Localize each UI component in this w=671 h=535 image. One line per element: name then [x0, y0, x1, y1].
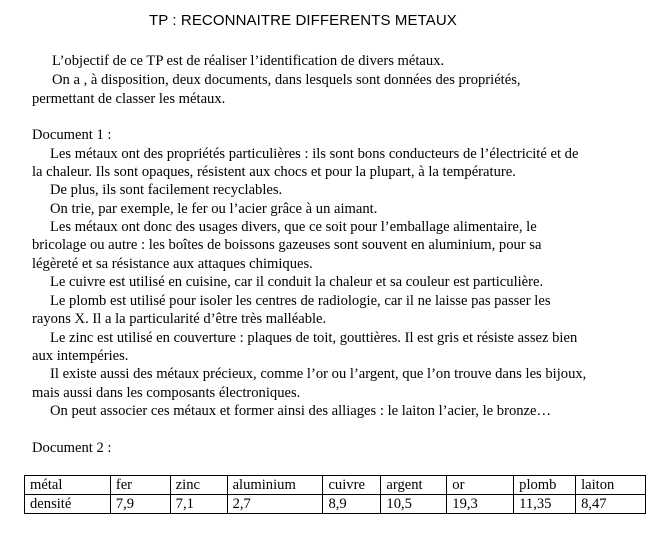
doc1-line: Les métaux ont donc des usages divers, que ce soit pour l’emballage alimentaire, le	[50, 219, 537, 235]
table-cell: zinc	[170, 476, 227, 495]
doc1-line: légèreté et sa résistance aux attaques chimiques.	[32, 256, 313, 272]
doc1-line: Le plomb est utilisé pour isoler les centres de radiologie, car il ne laisse pas passer les	[50, 293, 551, 309]
table-cell: plomb	[514, 476, 576, 495]
table-cell: 7,9	[110, 495, 170, 514]
table-cell: cuivre	[323, 476, 381, 495]
table-cell: fer	[110, 476, 170, 495]
doc1-line: la chaleur. Ils sont opaques, résistent aux chocs et pour la plupart, à la température.	[32, 164, 516, 180]
table-cell: 8,9	[323, 495, 381, 514]
doc1-line: mais aussi dans les composants électroniques.	[32, 385, 301, 401]
table-cell: 2,7	[227, 495, 323, 514]
table-cell: argent	[381, 476, 447, 495]
table-cell: 7,1	[170, 495, 227, 514]
document-2-heading: Document 2 :	[32, 440, 112, 456]
table-cell: laiton	[576, 476, 646, 495]
table-cell: 8,47	[576, 495, 646, 514]
doc1-line: De plus, ils sont facilement recyclables.	[50, 182, 283, 198]
doc1-line: Il existe aussi des métaux précieux, comme l’or ou l’argent, que l’on trouve dans les bijoux,	[50, 366, 587, 382]
table-cell: 11,35	[514, 495, 576, 514]
table-cell: aluminium	[227, 476, 323, 495]
doc1-line: Le cuivre est utilisé en cuisine, car il conduit la chaleur et sa couleur est particulière.	[50, 274, 544, 290]
intro-line: On a , à disposition, deux documents, dans lesquels sont données des propriétés,	[52, 72, 521, 88]
doc1-line: Les métaux ont des propriétés particulières : ils sont bons conducteurs de l’électricité et de	[50, 146, 579, 162]
table-cell: densité	[25, 495, 111, 514]
table-cell: 19,3	[447, 495, 514, 514]
page-title: TP : RECONNAITRE DIFFERENTS METAUX	[149, 12, 457, 29]
table-row	[25, 495, 646, 514]
doc1-line: Le zinc est utilisé en couverture : plaques de toit, gouttières. Il est gris et résiste assez bien	[50, 330, 578, 346]
doc1-line: rayons X. Il a la particularité d’être très malléable.	[32, 311, 327, 327]
doc1-line: bricolage ou autre : les boîtes de boissons gazeuses sont souvent en aluminium, pour sa	[32, 237, 542, 253]
doc1-line: aux intempéries.	[32, 348, 129, 364]
doc1-line: On trie, par exemple, le fer ou l’acier grâce à un aimant.	[50, 201, 378, 217]
table-cell: métal	[25, 476, 111, 495]
table-header-row	[25, 476, 646, 495]
density-table	[24, 475, 646, 514]
document-1-heading: Document 1 :	[32, 127, 112, 143]
intro-line: L’objectif de ce TP est de réaliser l’identification de divers métaux.	[52, 53, 445, 69]
table-cell: or	[447, 476, 514, 495]
table-cell: 10,5	[381, 495, 447, 514]
intro-line: permettant de classer les métaux.	[32, 91, 226, 107]
doc1-line: On peut associer ces métaux et former ainsi des alliages : le laiton l’acier, le bronze…	[50, 403, 552, 419]
